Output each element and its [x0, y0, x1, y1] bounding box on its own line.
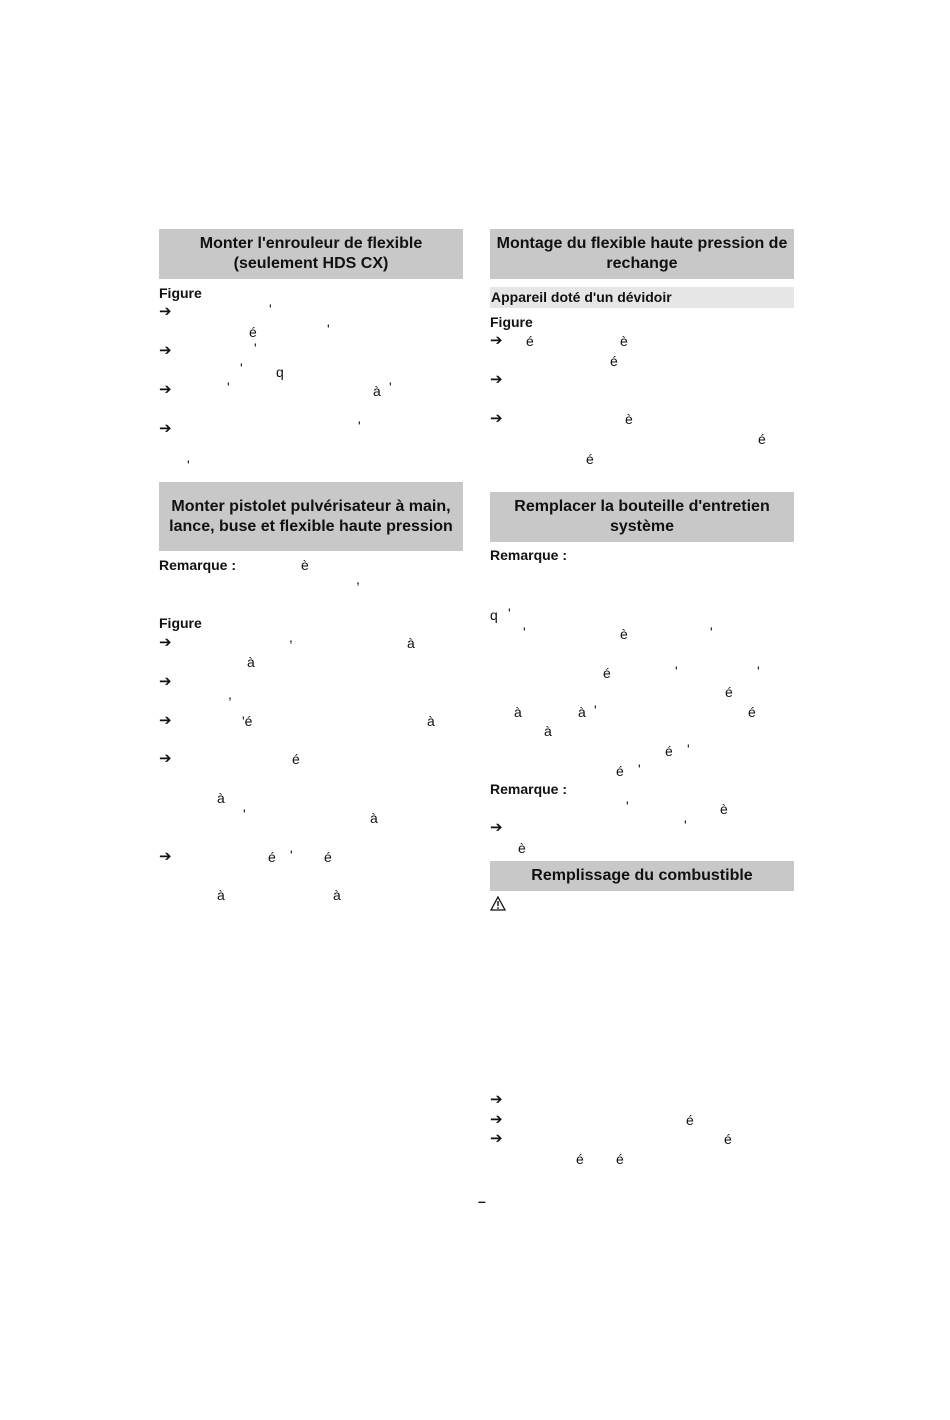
- text-fragment: ': [187, 457, 190, 473]
- text-fragment: é: [616, 1151, 624, 1167]
- text-fragment: é: [748, 704, 756, 720]
- step-arrow-icon: ➔: [159, 750, 172, 767]
- step-arrow-icon: ➔: [490, 1091, 503, 1108]
- text-fragment: é: [249, 324, 257, 340]
- step-arrow-icon: ➔: [159, 342, 172, 359]
- text-fragment: é: [603, 665, 611, 681]
- step-arrow-icon: ➔: [159, 303, 172, 320]
- text-fragment: ': [269, 301, 272, 317]
- section-heading-combustible: Remplissage du combustible: [490, 861, 794, 891]
- text-fragment: é: [268, 849, 276, 865]
- subheading-devidoir: Appareil doté d'un dévidoir: [490, 287, 794, 308]
- text-fragment: è: [720, 801, 728, 817]
- section-heading-enrouleur: Monter l'enrouleur de flexible (seulement HDS CX): [159, 229, 463, 279]
- left-column: [159, 0, 463, 1420]
- text-fragment: à: [247, 654, 255, 670]
- remarque-label: Remarque :: [490, 781, 568, 797]
- text-fragment: é: [576, 1151, 584, 1167]
- section-heading-pistolet: Monter pistolet pulvérisateur à main, lance, buse et flexible haute pression: [159, 482, 463, 551]
- text-fragment: ': [254, 340, 257, 356]
- text-fragment: é: [292, 751, 300, 767]
- text-fragment: q: [490, 607, 498, 623]
- text-fragment: ': [327, 321, 330, 337]
- text-fragment: é: [324, 849, 332, 865]
- text-fragment: è: [518, 840, 526, 856]
- text-fragment: 'é: [242, 713, 253, 729]
- text-fragment: é: [616, 763, 624, 779]
- text-fragment: à: [407, 635, 415, 651]
- text-fragment: é: [610, 353, 618, 369]
- text-fragment: é: [665, 743, 673, 759]
- text-fragment: ,: [228, 686, 232, 702]
- figure-label: Figure: [159, 615, 202, 631]
- text-fragment: ': [594, 702, 597, 718]
- text-fragment: à: [373, 383, 381, 399]
- text-fragment: è: [620, 626, 628, 642]
- step-arrow-icon: ➔: [159, 634, 172, 651]
- text-fragment: ': [243, 806, 246, 822]
- text-fragment: é: [686, 1112, 694, 1128]
- text-fragment: ': [638, 761, 641, 777]
- step-arrow-icon: ➔: [490, 819, 503, 836]
- text-fragment: à: [333, 887, 341, 903]
- text-fragment: ': [710, 624, 713, 640]
- text-fragment: à: [544, 723, 552, 739]
- text-fragment: à: [217, 790, 225, 806]
- text-fragment: é: [724, 1131, 732, 1147]
- text-fragment: à: [370, 810, 378, 826]
- step-arrow-icon: ➔: [490, 410, 503, 427]
- text-fragment: è: [625, 411, 633, 427]
- step-arrow-icon: ➔: [490, 1111, 503, 1128]
- section-heading-montage-flexible: Montage du flexible haute pression de rechange: [490, 229, 794, 279]
- remarque-label: Remarque :: [159, 557, 237, 573]
- text-fragment: è: [620, 333, 628, 349]
- warning-triangle-icon: [490, 896, 506, 916]
- text-fragment: é: [758, 431, 766, 447]
- step-arrow-icon: ➔: [490, 371, 503, 388]
- text-fragment: ': [358, 418, 361, 434]
- text-fragment: à: [514, 704, 522, 720]
- text-fragment: ': [389, 379, 392, 395]
- section-heading-bouteille: Remplacer la bouteille d'entretien système: [490, 492, 794, 542]
- text-fragment: ,: [289, 629, 293, 645]
- step-arrow-icon: ➔: [159, 381, 172, 398]
- text-fragment: à: [578, 704, 586, 720]
- text-fragment: ': [687, 741, 690, 757]
- figure-label: Figure: [490, 314, 533, 330]
- text-fragment: à: [427, 713, 435, 729]
- text-fragment: ': [626, 798, 629, 814]
- step-arrow-icon: ➔: [159, 420, 172, 437]
- step-arrow-icon: ➔: [159, 712, 172, 729]
- page-number: –: [478, 1193, 486, 1209]
- text-fragment: ': [523, 624, 526, 640]
- step-arrow-icon: ➔: [159, 673, 172, 690]
- text-fragment: ': [227, 379, 230, 395]
- text-fragment: ,: [356, 571, 360, 587]
- step-arrow-icon: ➔: [490, 1130, 503, 1147]
- text-fragment: ': [757, 663, 760, 679]
- text-fragment: ': [240, 360, 243, 376]
- text-fragment: é: [725, 684, 733, 700]
- text-fragment: è: [301, 557, 309, 573]
- right-column: [490, 0, 794, 1420]
- remarque-label: Remarque :: [490, 547, 568, 563]
- text-fragment: ': [290, 847, 293, 863]
- figure-label: Figure: [159, 285, 202, 301]
- text-fragment: q: [276, 364, 284, 380]
- text-fragment: ': [675, 663, 678, 679]
- text-fragment: à: [217, 887, 225, 903]
- step-arrow-icon: ➔: [159, 848, 172, 865]
- text-fragment: é: [586, 451, 594, 467]
- text-fragment: ': [684, 817, 687, 833]
- text-fragment: ': [508, 605, 511, 621]
- step-arrow-icon: ➔: [490, 332, 503, 349]
- text-fragment: é: [526, 333, 534, 349]
